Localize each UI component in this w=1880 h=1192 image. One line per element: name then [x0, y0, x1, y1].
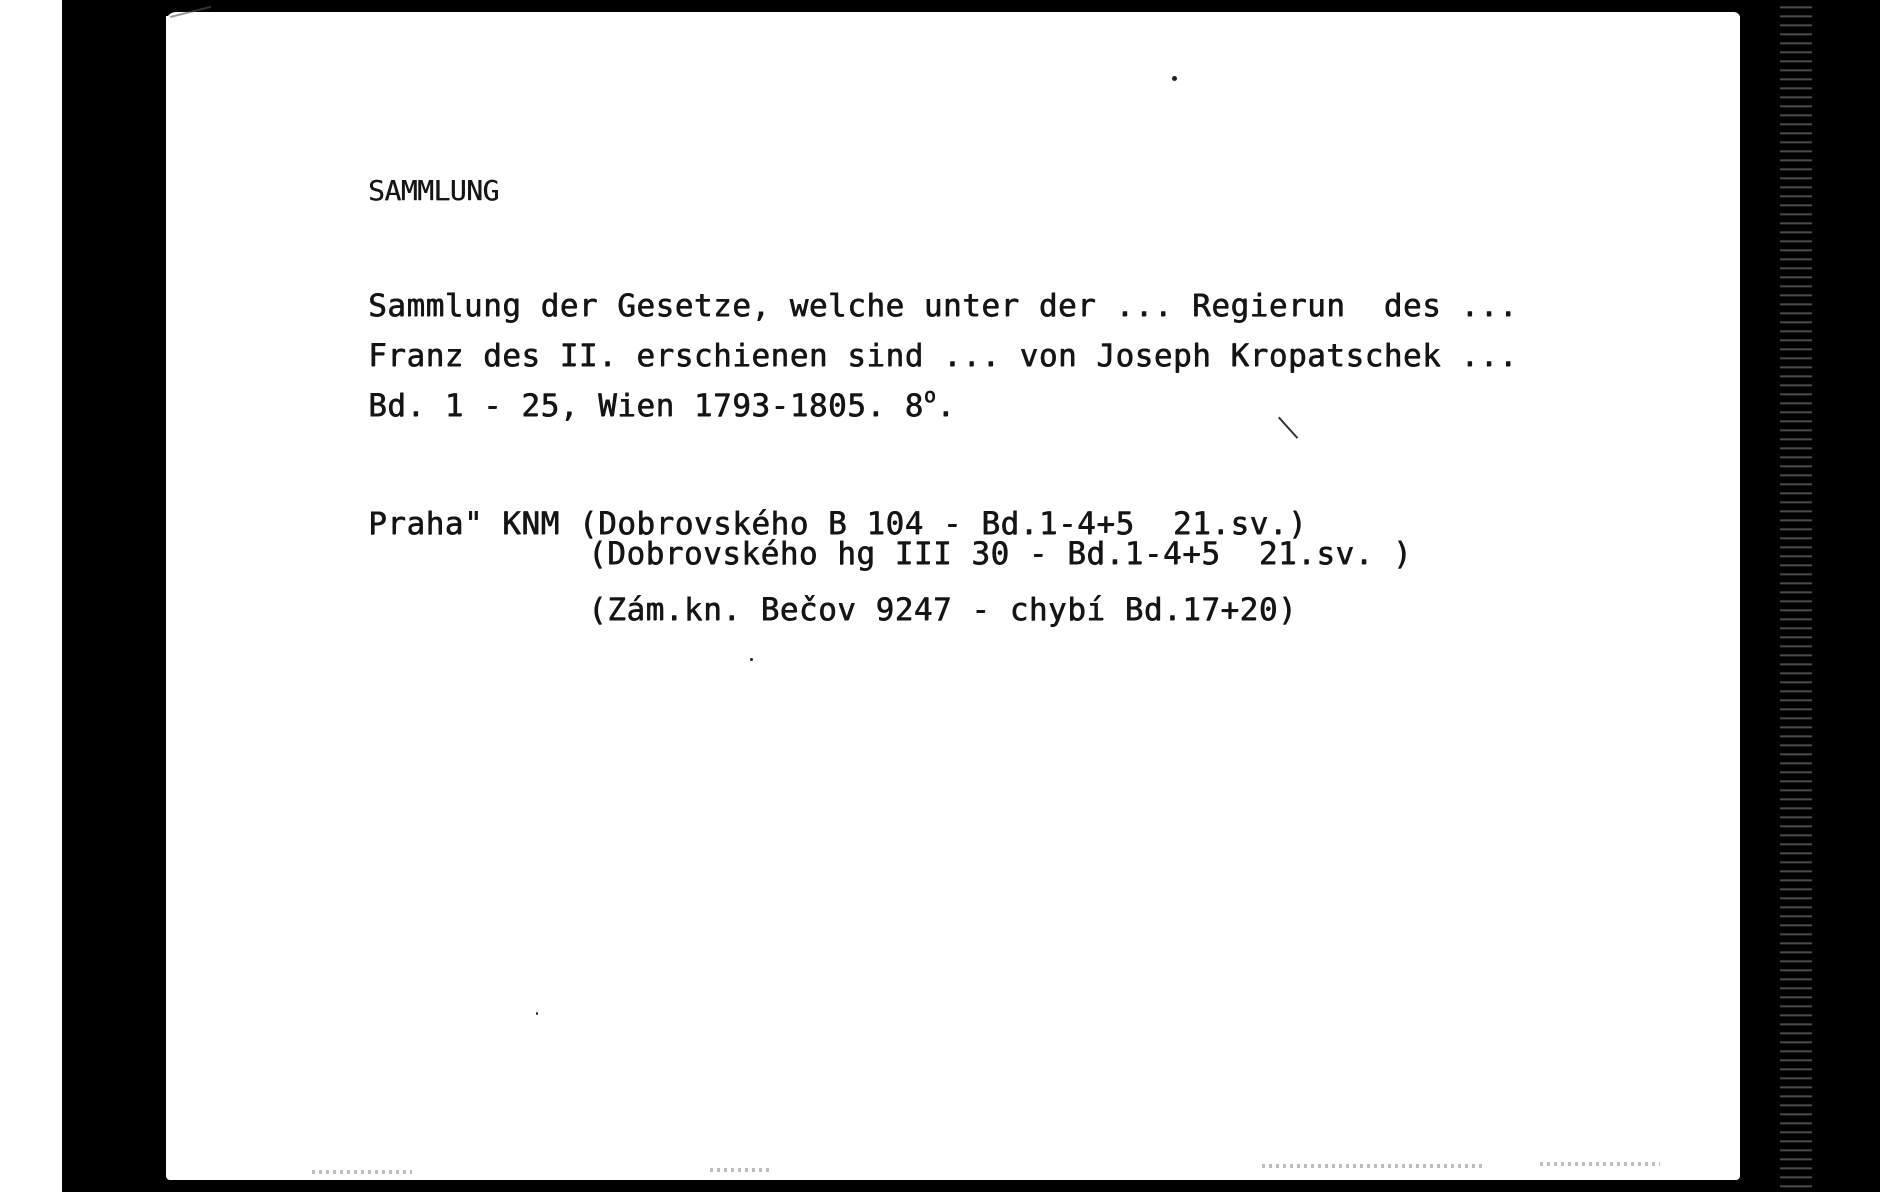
edge-smudge: [312, 1170, 412, 1174]
ink-speck: [536, 1012, 538, 1015]
format-suffix: .: [936, 388, 956, 424]
ink-speck: [750, 658, 753, 661]
edge-smudge: [1540, 1162, 1660, 1166]
holding-line-3: (Zám.kn. Bečov 9247 - chybí Bd.17+20): [588, 592, 1298, 628]
format-superscript: o: [923, 383, 937, 407]
title-line-3: [368, 383, 956, 424]
edge-smudge: [1262, 1164, 1482, 1168]
ink-speck: [1172, 76, 1177, 81]
card-heading: SAMMLUNG: [368, 174, 499, 207]
holding-line-2: (Dobrovského hg III 30 - Bd.1-4+5 21.sv. ): [588, 536, 1413, 572]
scan-margin-left: [0, 0, 62, 1192]
holding-line-1: Praha" KNM (Dobrovského B 104 - Bd.1-4+5 21.sv.): [368, 506, 1308, 542]
scan-border-right-texture: [1780, 0, 1812, 1192]
title-line-2: Franz des II. erschienen sind ... von Joseph Kropatschek ...: [368, 338, 1518, 374]
edge-smudge: [710, 1168, 770, 1172]
title-line-1: Sammlung der Gesetze, welche unter der ... Regierun des ...: [368, 288, 1518, 324]
imprint-text: Bd. 1 - 25, Wien 1793-1805. 8: [368, 388, 924, 424]
